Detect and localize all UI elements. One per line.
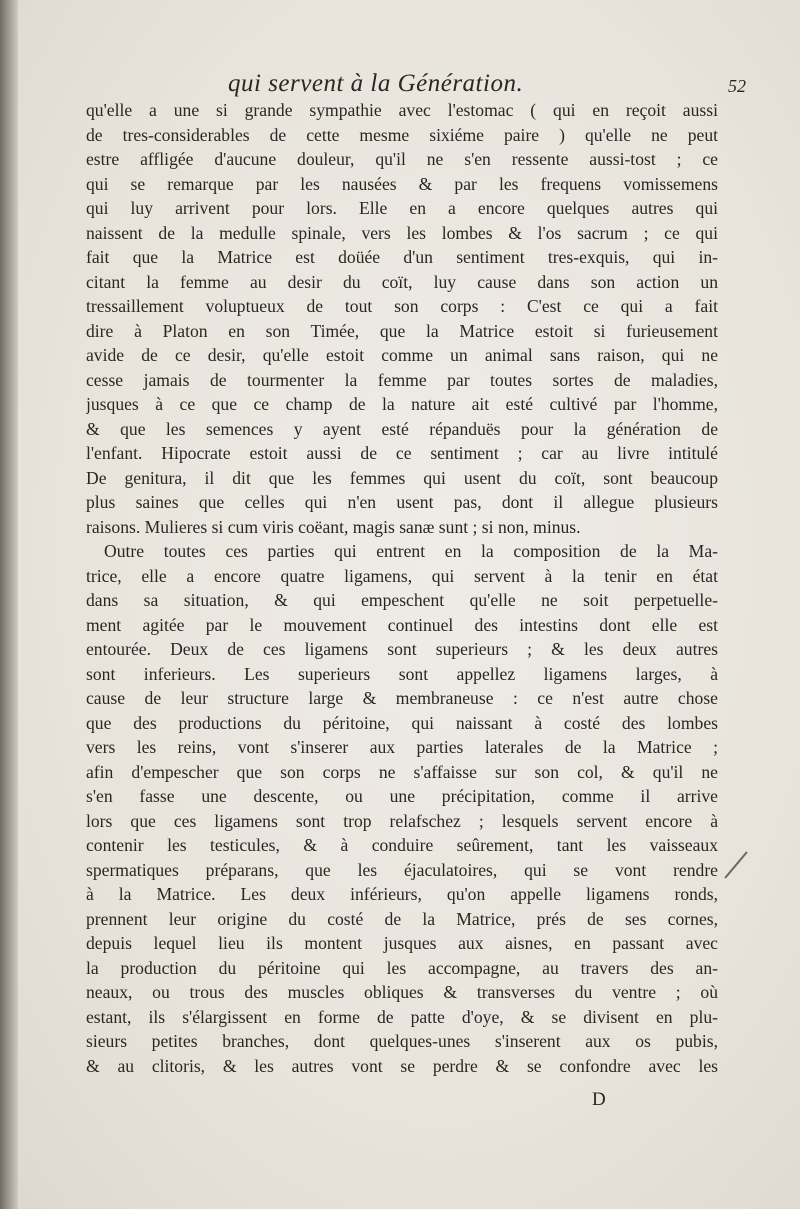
- text-line: qui se remarque par les nausées & par les frequens vomissemens: [86, 173, 718, 194]
- text-line: lors que ces ligamens sont trop relafschez ; lesquels servent encore à: [86, 810, 718, 831]
- text-line: que des productions du péritoine, qui naissant à costé des lombes: [86, 712, 718, 733]
- text-line: avide de ce desir, qu'elle estoit comme un animal sans raison, qui ne: [86, 345, 718, 365]
- text-line: depuis lequel lieu ils montent jusques aux aisnes, en passant avec: [86, 933, 718, 953]
- text-line: Outre toutes ces parties qui entrent en la composition de la Ma-: [104, 541, 718, 561]
- text-line: estant, ils s'élargissent en forme de patte d'oye, & se divisent en plu-: [86, 1006, 718, 1027]
- text-line: dans sa situation, & qui empeschent qu'elle ne soit perpetuelle-: [86, 590, 718, 610]
- body-text: [86, 98, 718, 1078]
- text-line: citant la femme au desir du coït, luy cause dans son action un: [86, 271, 718, 292]
- margin-pen-mark: [724, 851, 747, 878]
- text-line: neaux, ou trous des muscles obliques & transverses du ventre ; où: [86, 982, 718, 1002]
- text-line: jusques à ce que ce champ de la nature ait esté cultivé par l'homme,: [86, 394, 718, 414]
- text-line: tressaillement voluptueux de tout son corps : C'est ce qui a fait: [86, 296, 718, 316]
- text-line: dire à Platon en son Timée, que la Matrice estoit si furieusement: [86, 320, 718, 341]
- page-number: 52: [728, 76, 746, 96]
- running-head-title: qui servent à la Génération.: [228, 70, 524, 97]
- book-binding-edge: [0, 0, 18, 1209]
- text-line: cause de leur structure large & membraneuse : ce n'est autre chose: [86, 688, 718, 708]
- text-line: De genitura, il dit que les femmes qui usent du coït, sont beaucoup: [86, 467, 718, 488]
- text-line: fait que la Matrice est doüée d'un sentiment tres-exquis, qui in-: [86, 247, 718, 267]
- text-line: estre affligée d'aucune douleur, qu'il ne s'en ressente aussi-tost ; ce: [86, 149, 718, 169]
- text-line: plus saines que celles qui n'en usent pas, dont il allegue plusieurs: [86, 492, 718, 512]
- text-line: trice, elle a encore quatre ligamens, qui servent à la tenir en état: [86, 565, 718, 586]
- text-line: & au clitoris, & les autres vont se perdre & se confondre avec les: [86, 1055, 718, 1076]
- text-line: & que les semences y ayent esté répanduës pour la génération de: [86, 418, 718, 439]
- text-line: à la Matrice. Les deux inférieurs, qu'on appelle ligamens ronds,: [86, 884, 718, 904]
- text-line: entourée. Deux de ces ligamens sont superieurs ; & les deux autres: [86, 639, 718, 659]
- text-line: afin d'empescher que son corps ne s'affaisse sur son col, & qu'il ne: [86, 761, 718, 782]
- text-line: l'enfant. Hipocrate estoit aussi de ce sentiment ; car au livre intitulé: [86, 443, 718, 463]
- text-line: cesse jamais de tourmenter la femme par toutes sortes de maladies,: [86, 369, 718, 390]
- text-line: qui luy arrivent pour lors. Elle en a encore quelques autres qui: [86, 198, 718, 218]
- text-line: vers les reins, vont s'inserer aux parties laterales de la Matrice ;: [86, 737, 718, 757]
- text-line: contenir les testicules, & à conduire seûrement, tant les vaisseaux: [86, 835, 718, 855]
- text-line: sont inferieurs. Les superieurs sont appellez ligamens larges, à: [86, 663, 718, 684]
- text-line: prennent leur origine du costé de la Matrice, prés de ses cornes,: [86, 908, 718, 929]
- catchword-signature: D: [592, 1089, 606, 1110]
- text-line: spermatiques préparans, que les éjaculatoires, qui se vont rendre: [86, 859, 718, 880]
- text-line: ment agitée par le mouvement continuel des intestins dont elle est: [86, 614, 718, 635]
- text-line: raisons. Mulieres si cum viris coëant, magis sanæ sunt ; si non, minus.: [86, 516, 581, 537]
- text-line: la production du péritoine qui les accompagne, au travers des an-: [86, 957, 718, 978]
- text-line: sieurs petites branches, dont quelques-unes s'inserent aux os pubis,: [86, 1031, 718, 1051]
- text-line: naissent de la medulle spinale, vers les lombes & l'os sacrum ; ce qui: [86, 222, 718, 243]
- text-line: de tres-considerables de cette mesme sixiéme paire ) qu'elle ne peut: [86, 124, 718, 145]
- text-line: qu'elle a une si grande sympathie avec l'estomac ( qui en reçoit aussi: [86, 100, 718, 120]
- text-line: s'en fasse une descente, ou une précipitation, comme il arrive: [86, 786, 718, 806]
